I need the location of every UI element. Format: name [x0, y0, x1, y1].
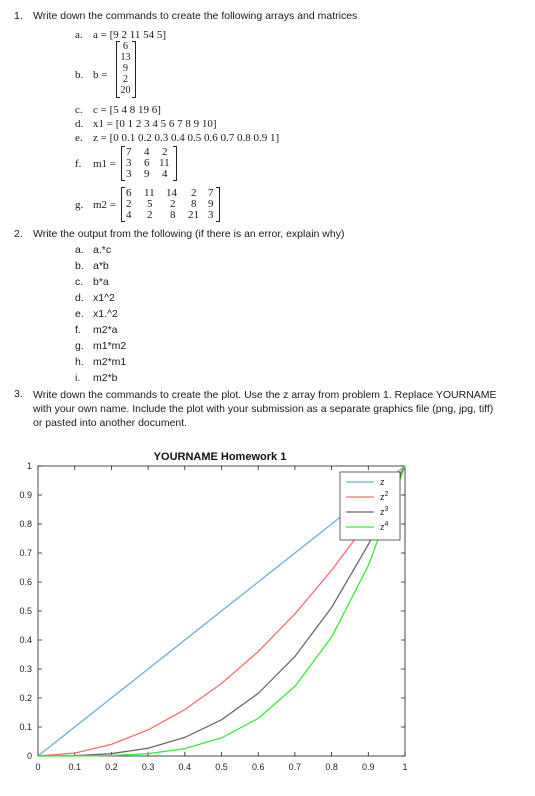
q2h-expr: m2*m1: [93, 356, 127, 368]
x-tick-label: 0.7: [288, 762, 302, 772]
matrix-cell: 2: [147, 209, 153, 221]
y-tick-label: 0: [26, 751, 32, 761]
q2g-letter: g.: [75, 340, 84, 352]
q2e-letter: e.: [75, 308, 84, 320]
q2c-expr: b*a: [93, 276, 109, 288]
y-tick-label: 0.5: [19, 606, 32, 616]
q1b-lhs: b =: [93, 69, 108, 81]
q1c-code: c = [5 4 8 19 6]: [93, 104, 161, 116]
vector-element: 9: [123, 63, 128, 74]
q1e-letter: e.: [75, 132, 83, 144]
matrix-cell: 21: [188, 209, 199, 221]
q1a-letter: a.: [75, 29, 83, 41]
q2a-letter: a.: [75, 244, 84, 256]
matrix-cell: 3: [126, 168, 132, 180]
q2d-expr: x1^2: [93, 292, 115, 304]
q2i-letter: i.: [75, 372, 81, 384]
q2b-letter: b.: [75, 260, 84, 272]
q2a-expr: a.*c: [93, 244, 112, 256]
q1e-code: z = [0 0.1 0.2 0.3 0.4 0.5 0.6 0.7 0.8 0.9 1]: [93, 132, 280, 144]
q1g-letter: g.: [75, 199, 84, 211]
left-bracket: [121, 146, 125, 181]
q2d-letter: d.: [75, 292, 84, 304]
q3-line: Write down the commands to create the plot. Use the z array from problem 1. Replace YOURNAME: [33, 389, 497, 401]
q2f-expr: m2*a: [93, 324, 118, 336]
q1f-lhs: m1 =: [93, 158, 117, 170]
q2g-expr: m1*m2: [93, 340, 127, 352]
q1-text: Write down the commands to create the following arrays and matrices: [33, 10, 358, 22]
line-chart: [0, 446, 535, 786]
vector-element: 20: [120, 85, 131, 96]
matrix-cell: 9: [144, 168, 150, 180]
vector-element: 6: [123, 41, 128, 52]
matrix-cell: 9: [208, 198, 214, 210]
y-tick-label: 0.3: [19, 664, 32, 674]
matrix-cell: 14: [166, 187, 177, 199]
matrix-cell: 11: [144, 187, 155, 199]
vector-element: 2: [123, 74, 128, 85]
matrix-cell: 4: [144, 146, 150, 158]
matrix-cell: 3: [126, 157, 132, 169]
y-tick-label: 0.6: [19, 577, 32, 587]
x-tick-label: 0: [35, 762, 41, 772]
y-tick-label: 0.7: [19, 548, 32, 558]
q3-line: or pasted into another document.: [33, 417, 188, 429]
matrix-cell: 7: [208, 187, 214, 199]
matrix-cell: 2: [162, 146, 168, 158]
y-tick-label: 1: [26, 461, 32, 471]
legend-entry: $z^3$: [380, 506, 389, 517]
x-tick-label: 0.3: [141, 762, 155, 772]
matrix-cell: 8: [191, 198, 197, 210]
x-tick-label: 0.6: [251, 762, 265, 772]
y-tick-label: 0.1: [19, 722, 32, 732]
q1d-code: x1 = [0 1 2 3 4 5 6 7 8 9 10]: [93, 118, 217, 130]
matrix-cell: 8: [170, 209, 176, 221]
matrix-cell: 7: [126, 146, 132, 158]
q1c-letter: c.: [75, 104, 83, 116]
q3-line: with your own name. Include the plot with your submission as a separate graphics file (png, jpg, tiff): [33, 403, 494, 415]
matrix-cell: 5: [147, 198, 153, 210]
q1-number: 1.: [14, 10, 23, 22]
y-tick-label: 0.8: [19, 519, 32, 529]
q1a-code: a = [9 2 11 54 5]: [93, 29, 167, 41]
q2-number: 2.: [14, 228, 23, 240]
q2e-expr: x1.^2: [93, 308, 118, 320]
matrix-cell: 3: [208, 209, 214, 221]
q2h-letter: h.: [75, 356, 84, 368]
q2b-expr: a*b: [93, 260, 109, 272]
x-tick-label: 0.4: [178, 762, 192, 772]
matrix-cell: 11: [159, 157, 170, 169]
y-tick-label: 0.2: [19, 693, 32, 703]
legend-entry: $z^4$: [380, 521, 389, 532]
matrix-cell: 6: [144, 157, 150, 169]
legend-entry: z: [380, 477, 385, 487]
q1f-letter: f.: [75, 158, 82, 170]
q2-text: Write the output from the following (if there is an error, explain why): [33, 228, 345, 240]
left-bracket: [121, 187, 125, 222]
y-tick-label: 0.4: [19, 635, 32, 645]
q1g-lhs: m2 =: [93, 199, 117, 211]
legend-entry: $z^2$: [380, 491, 389, 502]
right-bracket: [173, 146, 177, 181]
x-tick-label: 0.5: [215, 762, 228, 772]
matrix-cell: 4: [162, 168, 168, 180]
vector-element: 13: [120, 52, 131, 63]
q1b-letter: b.: [75, 69, 84, 81]
right-bracket: [132, 41, 136, 98]
matrix-cell: 2: [191, 187, 197, 199]
q2i-expr: m2*b: [93, 372, 118, 384]
chart-title: YOURNAME Homework 1: [153, 451, 287, 463]
q2c-letter: c.: [75, 276, 84, 288]
x-tick-label: 0.8: [325, 762, 338, 772]
q3-paragraph: [33, 388, 497, 430]
matrix-cell: 2: [170, 198, 176, 210]
matrix-cell: 6: [126, 187, 132, 199]
matrix-cell: 2: [126, 198, 132, 210]
x-tick-label: 0.1: [68, 762, 81, 772]
q2f-letter: f.: [75, 324, 81, 336]
y-tick-label: 0.9: [19, 490, 32, 500]
x-tick-label: 0.2: [105, 762, 118, 772]
matrix-cell: 4: [126, 209, 132, 221]
right-bracket: [216, 187, 220, 222]
x-tick-label: 1: [402, 762, 408, 772]
q3-number: 3.: [14, 388, 23, 400]
q1d-letter: d.: [75, 118, 84, 130]
x-tick-label: 0.9: [362, 762, 375, 772]
